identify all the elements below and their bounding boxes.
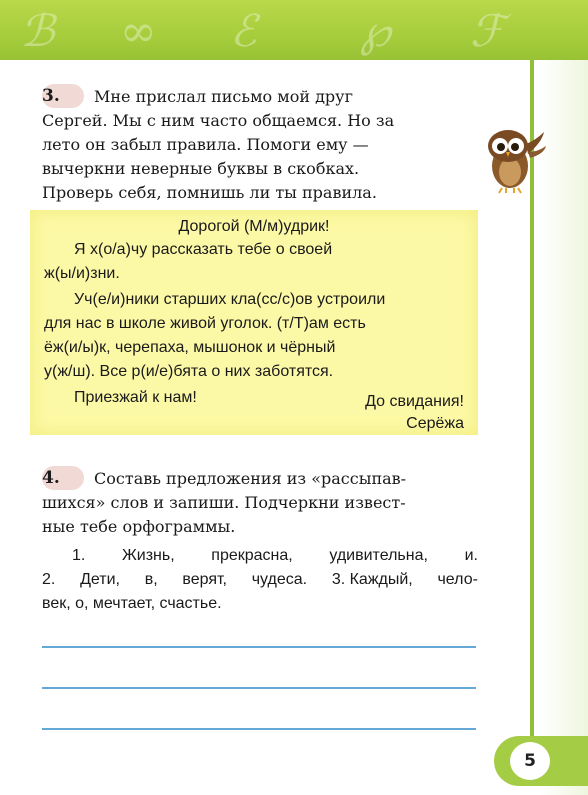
word: 3. Каждый, bbox=[331, 571, 413, 588]
header-ornament-icon: ℰ bbox=[230, 6, 257, 57]
task-4 bbox=[42, 466, 478, 539]
sentence-row bbox=[42, 544, 478, 568]
letter-card bbox=[30, 210, 478, 435]
letter-line: Я х(о/а)чу рассказать тебе о своей bbox=[74, 241, 333, 258]
page-right-margin bbox=[540, 60, 588, 795]
word: Жизнь, bbox=[121, 547, 175, 564]
task-text-line: Мне прислал письмо мой друг bbox=[94, 87, 353, 106]
word: век, bbox=[42, 595, 71, 612]
task-text-line: Составь предложения из «рассыпав- bbox=[94, 469, 407, 488]
sentence-row bbox=[42, 568, 478, 592]
writing-line[interactable] bbox=[42, 646, 476, 648]
writing-line[interactable] bbox=[42, 687, 476, 689]
letter-closing: До свидания! bbox=[365, 393, 464, 410]
task-number-badge: 3. bbox=[42, 84, 84, 108]
letter-paragraph-1 bbox=[44, 238, 464, 286]
task-3 bbox=[42, 84, 478, 205]
word: 1. bbox=[72, 547, 86, 564]
letter-paragraph-2 bbox=[44, 288, 464, 384]
owl-icon bbox=[476, 124, 546, 194]
word: счастье. bbox=[159, 595, 222, 612]
word: в, bbox=[144, 571, 158, 588]
header-ornament-icon: ℘ bbox=[360, 6, 391, 57]
header-band bbox=[0, 0, 588, 60]
page-number: 5 bbox=[510, 742, 550, 780]
word: верят, bbox=[182, 571, 227, 588]
letter-line: ёж(и/ы)к, черепаха, мышонок и чёрный bbox=[44, 339, 336, 356]
task-text-line: ные тебе орфограммы. bbox=[42, 517, 236, 536]
letter-paragraph-3: Приезжай к нам! bbox=[74, 389, 197, 406]
letter-line: для нас в школе живой уголок. (т/Т)ам есть bbox=[44, 315, 366, 332]
word: Дети, bbox=[80, 571, 120, 588]
task-text-line: вычеркни неверные буквы в скобках. bbox=[42, 159, 360, 178]
writing-line[interactable] bbox=[42, 728, 476, 730]
word: и. bbox=[464, 547, 478, 564]
word: удивительна, bbox=[329, 547, 428, 564]
letter-line: у(ж/ш). Все р(и/е)бята о них заботятся. bbox=[44, 363, 334, 380]
header-ornament-icon: ℬ bbox=[20, 6, 55, 57]
word: чудеса. bbox=[251, 571, 308, 588]
word: мечтает, bbox=[92, 595, 156, 612]
letter-line: ж(ы/и)зни. bbox=[44, 265, 120, 282]
word: чело- bbox=[437, 571, 478, 588]
letter-greeting: Дорогой (М/м)удрик! bbox=[178, 218, 330, 235]
scrambled-sentences bbox=[42, 544, 478, 616]
header-ornament-icon: ∞ bbox=[120, 6, 157, 57]
word: о, bbox=[75, 595, 89, 612]
word: прекрасна, bbox=[211, 547, 293, 564]
task-text-line: Проверь себя, помнишь ли ты правила. bbox=[42, 183, 377, 202]
header-ornament-icon: ℱ bbox=[470, 6, 505, 57]
task-text-line: Сергей. Мы с ним часто общаемся. Но за bbox=[42, 111, 395, 130]
letter-signature: Серёжа bbox=[406, 415, 464, 432]
task-number-badge: 4. bbox=[42, 466, 84, 490]
sentence-row bbox=[42, 592, 478, 616]
word: 2. bbox=[42, 571, 56, 588]
task-text-line: шихся» слов и запиши. Подчеркни извест- bbox=[42, 493, 406, 512]
task-text-line: лето он забыл правила. Помоги ему — bbox=[42, 135, 369, 154]
letter-line: Уч(е/и)ники старших кла(сс/с)ов устроили bbox=[74, 291, 386, 308]
